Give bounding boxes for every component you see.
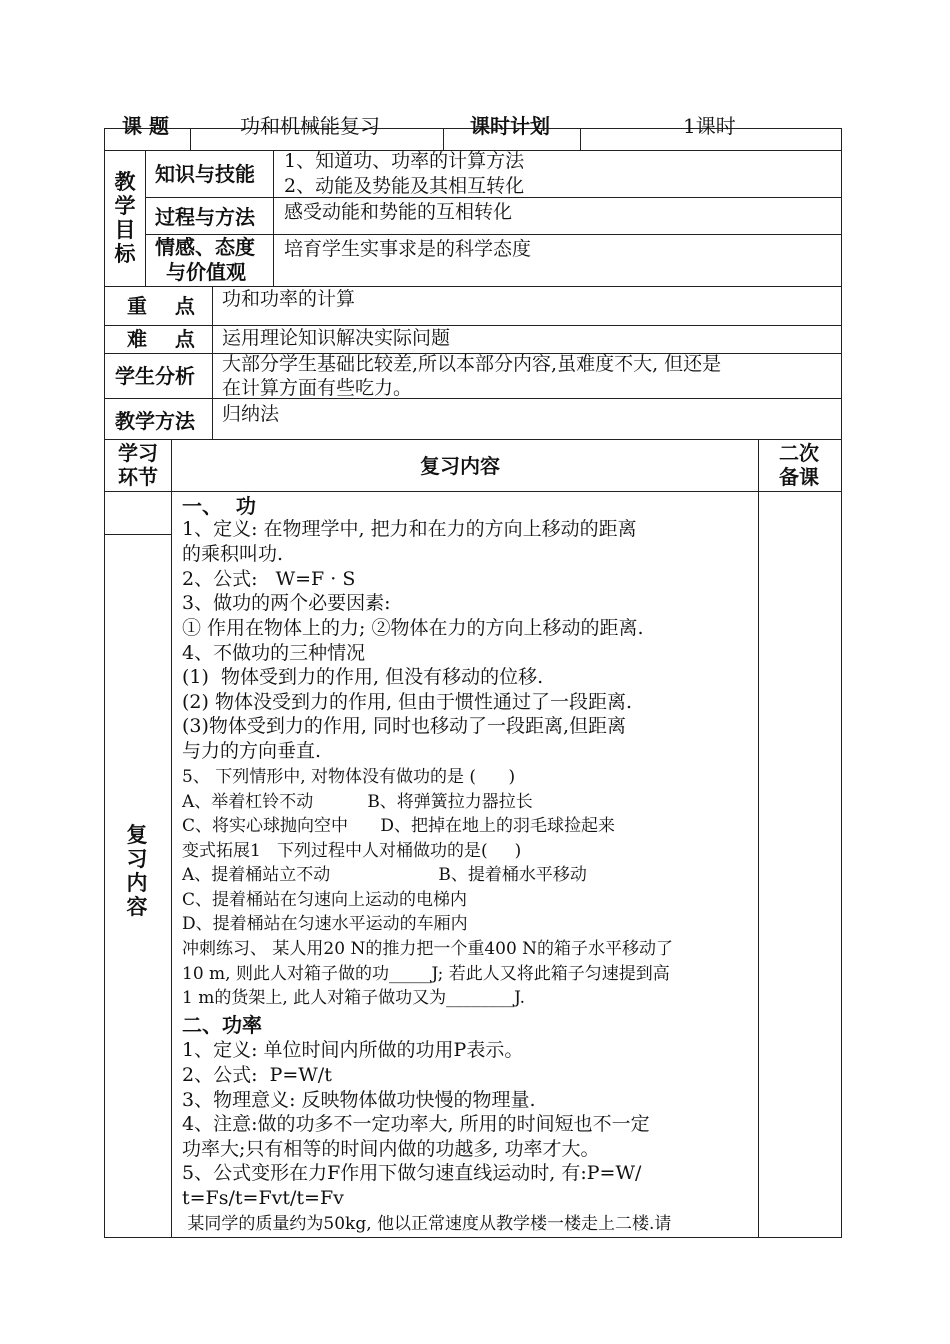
teaching-method-label: 教学方法 <box>115 409 195 433</box>
question-line: 变式拓展1 下列过程中人对桶做功的是( ) <box>182 841 522 861</box>
review-line: 4、注意:做的功多不一定功率大, 所用的时间短也不一定 <box>182 1113 650 1135</box>
second-prep-header-1: 二次 <box>779 441 819 465</box>
review-line: 3、做功的两个必要因素: <box>182 592 391 614</box>
emotion-attitude-label-2: 与价值观 <box>166 260 246 284</box>
student-analysis-line-2: 在计算方面有些吃力。 <box>222 377 413 399</box>
key-point-value: 功和功率的计算 <box>222 288 356 310</box>
section-power-title: 二、功率 <box>182 1013 262 1037</box>
question-line: 10 m, 则此人对箱子做的功_____J; 若此人又将此箱子匀速提到高 <box>182 964 670 984</box>
process-method-value: 感受动能和势能的互相转化 <box>284 201 513 223</box>
review-line: 1、定义: 单位时间内所做的功用P表示。 <box>182 1039 524 1061</box>
review-side-label: 复习内容 <box>126 823 148 919</box>
review-line: 功率大;只有相等的时间内做的功越多, 功率才大。 <box>182 1138 600 1160</box>
period-plan-value: 1课时 <box>683 114 736 138</box>
difficulty-label: 难 点 <box>127 327 195 351</box>
grid-line <box>273 150 274 286</box>
question-line: 1 m的货架上, 此人对箱子做功又为________J. <box>182 988 526 1008</box>
grid-line <box>104 491 842 492</box>
question-line: 某同学的质量约为50kg, 他以正常速度从教学楼一楼走上二楼.请 <box>182 1214 672 1234</box>
question-line: D、提着桶站在匀速水平运动的车厢内 <box>182 914 468 934</box>
grid-line <box>171 439 172 1237</box>
review-line: 3、物理意义: 反映物体做功快慢的物理量. <box>182 1089 536 1111</box>
process-method-label: 过程与方法 <box>155 205 255 229</box>
grid-line <box>443 128 444 150</box>
grid-line <box>841 128 842 1237</box>
emotion-attitude-label-1: 情感、态度 <box>155 235 255 259</box>
study-stage-header-1: 学习 <box>118 441 158 465</box>
question-line: A、提着桶站立不动 B、提着桶水平移动 <box>182 865 587 885</box>
review-line: ① 作用在物体上的力; ②物体在力的方向上移动的距离. <box>182 617 644 639</box>
review-line: 2、公式: P=W/t <box>182 1064 332 1086</box>
question-line: 5、 下列情形中, 对物体没有做功的是 ( ) <box>182 767 516 787</box>
review-line: 5、公式变形在力F作用下做匀速直线运动时, 有:P=W/ <box>182 1162 642 1184</box>
grid-line <box>758 439 759 1237</box>
key-point-label: 重 点 <box>127 294 195 318</box>
student-analysis-label: 学生分析 <box>115 364 195 388</box>
student-analysis-line-1: 大部分学生基础比较差,所以本部分内容,虽难度不大, 但还是 <box>222 353 722 375</box>
grid-line <box>104 398 842 399</box>
objectives-label: 教学目标 <box>114 170 136 266</box>
review-line: (2) 物体没受到力的作用, 但由于惯性通过了一段距离. <box>182 691 633 713</box>
grid-line <box>104 1237 842 1238</box>
grid-line <box>104 286 842 287</box>
question-line: A、举着杠铃不动 B、将弹簧拉力器拉长 <box>182 792 533 812</box>
review-line: 1、定义: 在物理学中, 把力和在力的方向上移动的距离 <box>182 518 637 540</box>
emotion-attitude-value: 培育学生实事求是的科学态度 <box>284 238 532 260</box>
knowledge-line-1: 1、知道功、功率的计算方法 <box>284 150 525 172</box>
question-line: C、提着桶站在匀速向上运动的电梯内 <box>182 890 468 910</box>
grid-line <box>212 286 213 439</box>
grid-line <box>104 325 842 326</box>
review-line: (1) 物体受到力的作用, 但没有移动的位移. <box>182 666 544 688</box>
review-line: (3)物体受到力的作用, 同时也移动了一段距离,但距离 <box>182 715 627 737</box>
grid-line <box>190 128 191 150</box>
review-line: 2、公式: W=F · S <box>182 568 356 590</box>
review-line: 4、不做功的三种情况 <box>182 642 366 664</box>
difficulty-value: 运用理论知识解决实际问题 <box>222 327 451 349</box>
grid-line <box>104 128 105 1237</box>
review-line: 与力的方向垂直. <box>182 740 322 762</box>
period-plan-label: 课时计划 <box>470 114 550 138</box>
knowledge-line-2: 2、动能及势能及其相互转化 <box>284 175 525 197</box>
second-prep-header-2: 备课 <box>779 465 819 489</box>
grid-line <box>145 197 842 198</box>
topic-value: 功和机械能复习 <box>240 114 380 138</box>
review-line: 的乘积叫功. <box>182 543 284 565</box>
knowledge-skills-label: 知识与技能 <box>155 162 255 186</box>
question-line: C、将实心球抛向空中 D、把掉在地上的羽毛球捡起来 <box>182 816 616 836</box>
review-content-header: 复习内容 <box>420 454 500 478</box>
topic-label: 课 题 <box>122 114 169 138</box>
grid-line <box>104 439 842 440</box>
review-line: t=Fs/t=Fvt/t=Fv <box>182 1187 344 1209</box>
study-stage-header-2: 环节 <box>118 465 158 489</box>
grid-line <box>145 150 146 286</box>
section-work-title: 一、 功 <box>182 494 256 518</box>
grid-line <box>580 128 581 150</box>
question-line: 冲刺练习、 某人用20 N的推力把一个重400 N的箱子水平移动了 <box>182 939 674 959</box>
grid-line <box>104 534 171 535</box>
teaching-method-value: 归纳法 <box>222 403 280 425</box>
